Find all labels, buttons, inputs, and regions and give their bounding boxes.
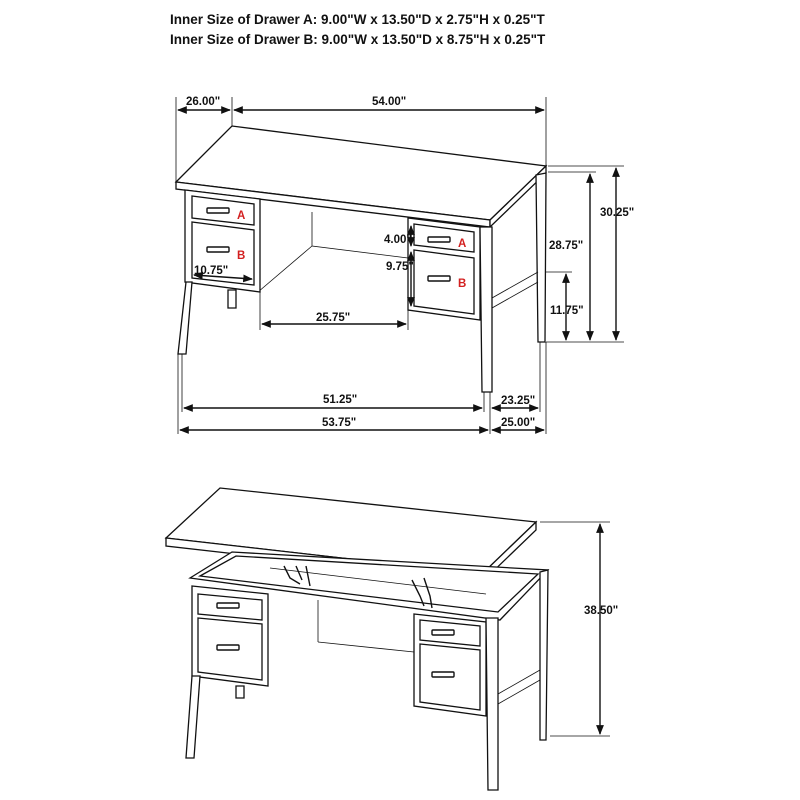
drawer-width-label: 10.75" (194, 265, 229, 277)
drawer-b-tag-left: B (237, 250, 246, 262)
drawer-a-height-label: 4.00" (384, 234, 412, 246)
overall-height-label: 30.25" (600, 207, 635, 219)
stretcher-height-label: 11.75" (550, 305, 584, 317)
knee-width-label: 25.75" (316, 312, 351, 324)
desk-lifted-view (166, 488, 548, 790)
leg-front-left (178, 282, 192, 354)
width-top-label: 54.00" (372, 96, 407, 108)
desk-front-view (176, 126, 546, 392)
lift-height-dimension (540, 522, 618, 736)
depth-top-label: 26.00" (186, 96, 221, 108)
drawer-a-tag-left: A (237, 210, 246, 222)
leg-width-label: 53.75" (322, 417, 357, 429)
leg-front-right (480, 227, 492, 392)
leg-back-right (536, 173, 546, 342)
drawer-a-size-text: Inner Size of Drawer A: 9.00"W x 13.50"D x 2.75"H x 0.25"T (170, 12, 545, 27)
inner-width-label: 51.25" (323, 394, 358, 406)
leg-depth-label: 25.00" (501, 417, 536, 429)
right-pedestal (408, 218, 480, 320)
leg-back-left (228, 290, 236, 308)
lift-height-label: 38.50" (584, 605, 619, 617)
leg-height-label: 28.75" (549, 240, 584, 252)
drawer-a-tag-right: A (458, 238, 467, 250)
drawer-b-height-label: 9.75" (386, 261, 414, 273)
drawer-b-size-text: Inner Size of Drawer B: 9.00"W x 13.50"D x 8.75"H x 0.25"T (170, 32, 546, 47)
drawer-b-tag-right: B (458, 278, 467, 290)
inner-depth-label: 23.25" (501, 395, 536, 407)
